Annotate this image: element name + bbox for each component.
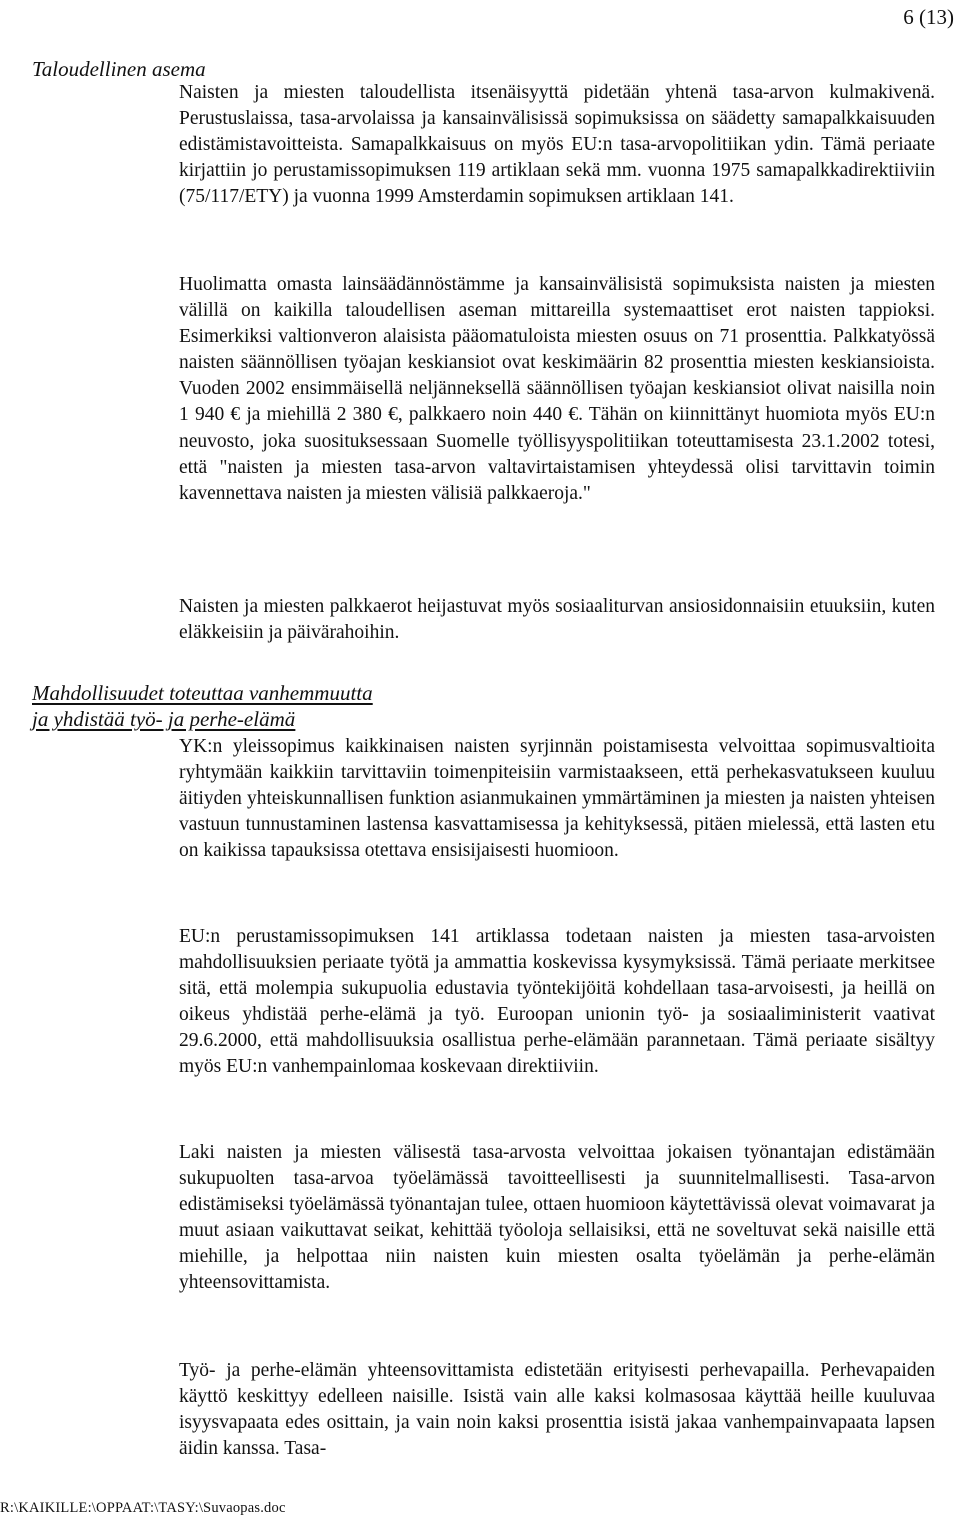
heading-line: Taloudellinen asema xyxy=(32,57,206,81)
paragraph: Työ- ja perhe-elämän yhteensovittamista edistetään erityisesti perhevapailla. Perhevapaiden käyttö keskittyy edelleen naisille. Isistä vain alle kaksi kolmasosaa käyttää heille kuuluvaa isyysvapaata edes osittain, ja vain noin kaksi prosenttia isistä jakaa vanhempainvapaata lapsen äidin kanssa. Tasa- xyxy=(179,1360,935,1460)
footer-file-path: R:\KAIKILLE:\OPPAAT:\TASY:\Suvaopas.doc xyxy=(0,1500,286,1516)
section-heading-economic-status xyxy=(32,56,206,82)
paragraph: YK:n yleissopimus kaikkinaisen naisten syrjinnän poistamisesta velvoittaa sopimusvaltioita ryhtymään kaikkiin tarvittaviin toimenpiteisiin varmistaakseen, että perhekasvatukseen kuuluu äitiyden yhteiskunnallisen funktion asianmukainen ymmärtäminen ja miesten ja naisten yhteisen vastuun tunnustaminen lastensa kasvattamisessa ja kehityksessä, pitäen mielessä, että lasten etu on kaikissa tapauksissa otettava ensisijaisesti huomioon. xyxy=(179,736,935,862)
heading-line: Mahdollisuudet toteuttaa vanhemmuutta xyxy=(32,681,373,705)
paragraph: EU:n perustamissopimuksen 141 artiklassa todetaan naisten ja miesten tasa-arvoisten mahdollisuuksien periaate työtä ja ammattia koskevissa kysymyksissä. Tämä periaate merkitsee sitä, että molempia sukupuolia edustavia työntekijöitä kohdellaan tasa-arvoisesti, ja heillä on oikeus yhdistää perhe-elämä ja työ. Euroopan unionin työ- ja sosiaaliministerit vaativat 29.6.2000, että mahdollisuuksia osallistua perhe-elämään parannetaan. Tämä periaate sisältyy myös EU:n vanhempainlomaa koskevaan direktiiviin. xyxy=(179,926,935,1078)
page-number: 6 (13) xyxy=(903,5,954,29)
heading-line: ja yhdistää työ- ja perhe-elämä xyxy=(32,707,296,731)
paragraph: Huolimatta omasta lainsäädännöstämme ja kansainvälisistä sopimuksista naisten ja miesten välillä on kaikilla taloudellisen aseman mittareilla systemaattiset erot naisten tappioksi. Esimerkiksi valtionveron alaisista pääomatuloista miesten osuus on 71 prosenttia. Palkkatyössä naisten säännöllisen työajan keskiansiot ovat keskimäärin 82 prosenttia miesten keskiansioista. Vuoden 2002 ensimmäisellä neljänneksellä säännöllisen työajan keskiansiot olivat naisilla noin 1 940 € ja miehillä 2 380 €, palkkaero noin 440 €. Tähän on kiinnittänyt huomiota myös EU:n neuvosto, joka suosituksessaan Suomelle työllisyyspolitiikan toteuttamisesta 23.1.2002 totesi, että "naisten ja miesten tasa-arvon valtavirtaistamisen yhteydessä olisi tarvittavin toimin kavennettava naisten ja miesten välisiä palkkaeroja." xyxy=(179,274,935,504)
paragraph: Naisten ja miesten taloudellista itsenäisyyttä pidetään yhtenä tasa-arvon kulmakivenä. Perustuslaissa, tasa-arvolaissa ja kansainvälisissä sopimuksissa on säädetty samapalkkaisuuden edistämistavoitteista. Samapalkkaisuus on myös EU:n tasa-arvopolitiikan ydin. Tämä periaate kirjattiin jo perustamissopimuksen 119 artiklaan sekä mm. vuonna 1975 samapalkkadirektiiviin (75/117/ETY) ja vuonna 1999 Amsterdamin sopimuksen artiklaan 141. xyxy=(179,82,935,208)
section-heading-parenthood xyxy=(32,680,373,732)
paragraph: Naisten ja miesten palkkaerot heijastuvat myös sosiaaliturvan ansiosidonnaisiin etuuksiin, kuten eläkkeisiin ja päivärahoihin. xyxy=(179,596,935,644)
paragraph: Laki naisten ja miesten välisestä tasa-arvosta velvoittaa jokaisen työnantajan edistämään sukupuolten tasa-arvoa työelämässä tavoitteellisesti ja suunnitelmallisesti. Tasa-arvon edistämiseksi työelämässä työnantajan tulee, ottaen huomioon käytettävissä olevat voimavarat ja muut asiaan vaikuttavat seikat, kehittää työoloja sellaisiksi, että ne soveltuvat sekä naisille että miehille, ja helpottaa niin naisten kuin miesten osalta työelämän ja perhe-elämän yhteensovittamista. xyxy=(179,1142,935,1294)
